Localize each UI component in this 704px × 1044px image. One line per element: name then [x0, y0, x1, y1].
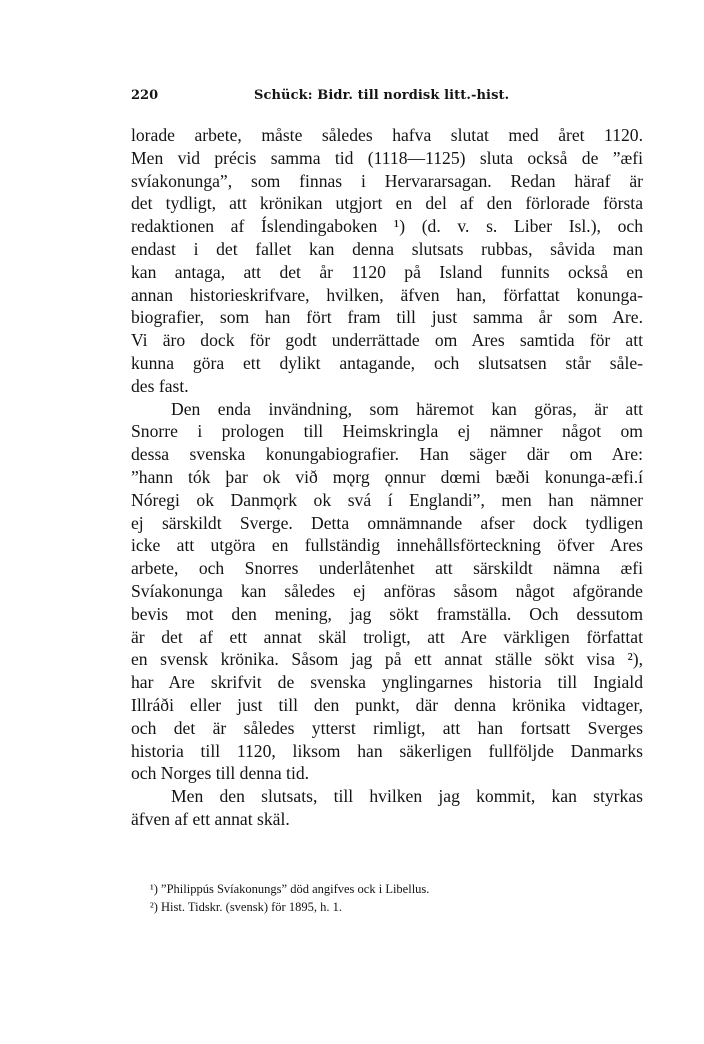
text-line: och det är således ytterst rimligt, att han fortsatt Sverges [131, 717, 643, 738]
text-line: kunna göra ett dylikt antagande, och slutsatsen står såle- [131, 352, 643, 373]
text-line: dessa svenska konungabiografier. Han säger där om Are: [131, 444, 643, 465]
text-line: Svíakonunga kan således ej anföras såsom något afgörande [131, 580, 643, 601]
text-line: arbete, och Snorres underlåtenhet att särskildt nämna æfi [131, 558, 643, 579]
text-line: redaktionen af Íslendingaboken ¹) (d. v. s. Liber Isl.), och [131, 216, 643, 237]
text-line: äfven af ett annat skäl. [131, 808, 290, 829]
text-line: Nóregi ok Danmǫrk ok svá í Englandi”, men han nämner [131, 489, 643, 510]
page-header [131, 88, 643, 108]
text-line: Illráði eller just till den punkt, där denna krönika vidtager, [131, 694, 643, 715]
text-line: ”hann tók þar ok við mǫrg ǫnnur dœmi bæði konunga-æfi.í [131, 466, 643, 487]
text-line: des fast. [131, 375, 189, 396]
text-line: Men den slutsats, till hvilken jag kommit, kan styrkas [171, 786, 643, 807]
text-line: Den enda invändning, som häremot kan göras, är att [171, 398, 643, 419]
text-line: endast i det fallet kan denna slutsats rubbas, såvida man [131, 238, 643, 259]
footnote-2: ²) Hist. Tidskr. (svensk) för 1895, h. 1. [150, 900, 342, 914]
text-line: har Are skrifvit de svenska ynglingarnes historia till Ingiald [131, 672, 643, 693]
text-line: Vi äro dock för godt underrättade om Ares samtida för att [131, 330, 643, 351]
text-line: Snorre i prologen till Heimskringla ej nämner något om [131, 421, 643, 442]
text-line: ej särskildt Sverge. Detta omnämnande afser dock tydligen [131, 512, 643, 533]
page-number: 220 [131, 88, 159, 103]
text-line: en svensk krönika. Såsom jag på ett annat ställe sökt visa ²), [131, 649, 643, 670]
text-line: annan historieskrifvare, hvilken, äfven han, författat konunga- [131, 284, 643, 305]
text-line: biografier, som han fört fram till just samma år som Are. [131, 307, 643, 328]
body-text [131, 124, 643, 831]
text-line: och Norges till denna tid. [131, 763, 310, 784]
footnotes [150, 880, 640, 916]
text-line: Men vid précis samma tid (1118—1125) sluta också de ”æfi [131, 147, 643, 168]
running-head: Schück: Bidr. till nordisk litt.-hist. [254, 88, 510, 103]
text-line: det tydligt, att krönikan utgjort en del af den förlorade första [131, 193, 643, 214]
footnote-1: ¹) ”Philippús Svíakonungs” död angifves ock i Libellus. [150, 882, 430, 896]
text-line: historia till 1120, liksom han säkerligen fullföljde Danmarks [131, 740, 643, 761]
text-line: lorade arbete, måste således hafva slutat med året 1120. [131, 125, 643, 145]
text-line: svíakonunga”, som finnas i Hervararsagan. Redan häraf är [131, 170, 643, 191]
text-line: är det af ett annat skäl troligt, att Are värkligen författat [131, 626, 643, 647]
text-line: bevis mot den mening, jag sökt framställa. Och dessutom [131, 603, 643, 624]
text-line: kan antaga, att det år 1120 på Island funnits också en [131, 261, 643, 282]
text-line: icke att utgöra en fullständig innehållsförteckning öfver Ares [131, 535, 643, 556]
